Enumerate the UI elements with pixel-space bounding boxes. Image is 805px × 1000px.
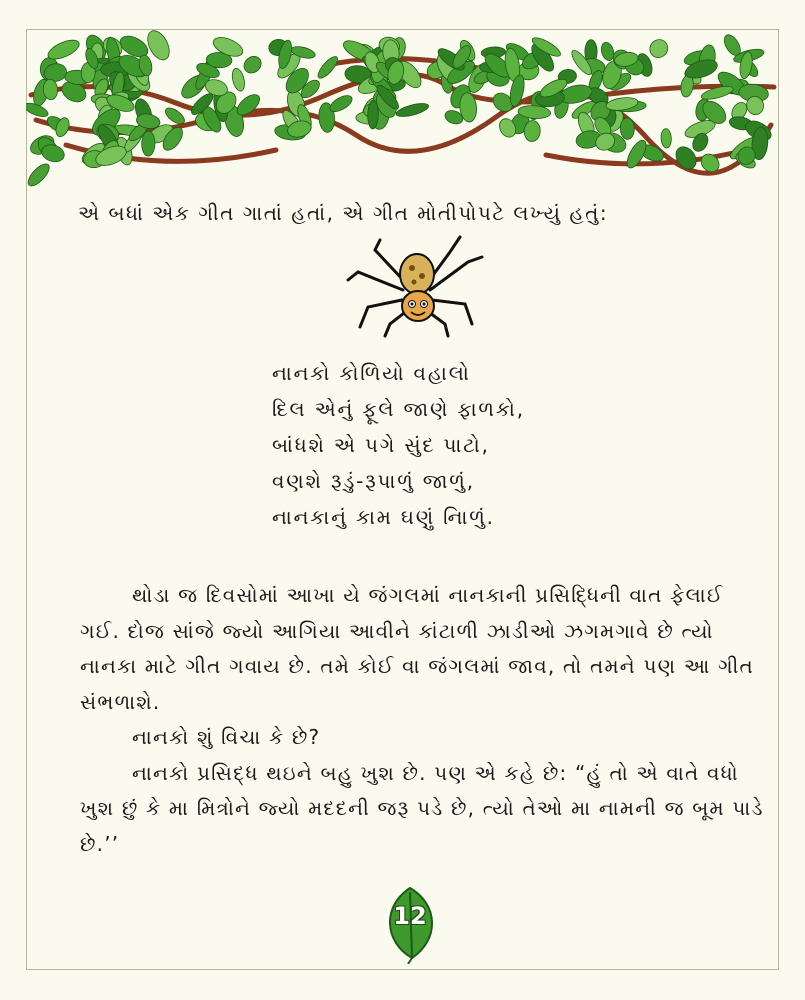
vine-leaf (230, 67, 246, 92)
vine-leaf (315, 54, 341, 81)
paragraph: થોડા જ દિવસોમાં આખા યે જંગલમાં નાનકાની પ્રસિદ્ધિની વાત ફેલાઈ ગઈ. દોજ સાંજે જ્યો આગિયા આવીને કાંટાળી ઝાડીઓ ઝગમગાવે છે ત્યો નાનકા માટે ગીત ગવાય છે. તમે કોઈ વા જંગલમાં જાવ, તો તમને પણ આ ગીત સંભળાશે. (80, 583, 754, 714)
paragraph: નાનકો પ્રસિદ્ધ થઇને બહુ ખુશ છે. પણ એ કહે છે: “હું તો એ વાતે વધો ખુશ છું કે મા મિત્રોને જ્યો મદદની જરૂ પડે છે, ત્યો તેઓ મા નામની જ બૂમ પાડે છે.’’ (80, 760, 764, 856)
vine-leaf (367, 100, 378, 129)
poem-line: બાંધશે એ પગે સુંદ પાટો, (272, 433, 490, 457)
vine-leaf (395, 101, 430, 119)
vine-leaf (646, 36, 671, 61)
vine-border-illustration (26, 25, 779, 195)
paragraph: નાનકો શું વિચા કે છે? (132, 725, 321, 749)
vine-leaf (241, 53, 265, 77)
poem-line: દિલ એનું ફૂલે જાણે ફાળકો, (272, 397, 525, 421)
vine-leaf (141, 131, 155, 156)
vine-leaf (661, 128, 672, 148)
vine-leaf (45, 36, 81, 63)
poem-line: નાનકાનું કામ ઘણું નિાળું. (272, 505, 495, 529)
intro-text: એ બધાં એક ગીત ગાતાં હતાં, એ ગીત મોતીપોપટે લખ્યું હતું: (78, 201, 609, 225)
vine-leaf (26, 161, 53, 190)
poem-line: નાનકો કોળિયો વહાલો (272, 361, 471, 385)
spider-illustration (340, 232, 490, 340)
page-number: 12 (393, 902, 427, 930)
story-body (80, 578, 770, 862)
poem (272, 355, 525, 535)
poem-line: વણશે રૂડું-રૂપાળું જાળું, (272, 469, 475, 493)
vine-leaf (620, 118, 635, 140)
